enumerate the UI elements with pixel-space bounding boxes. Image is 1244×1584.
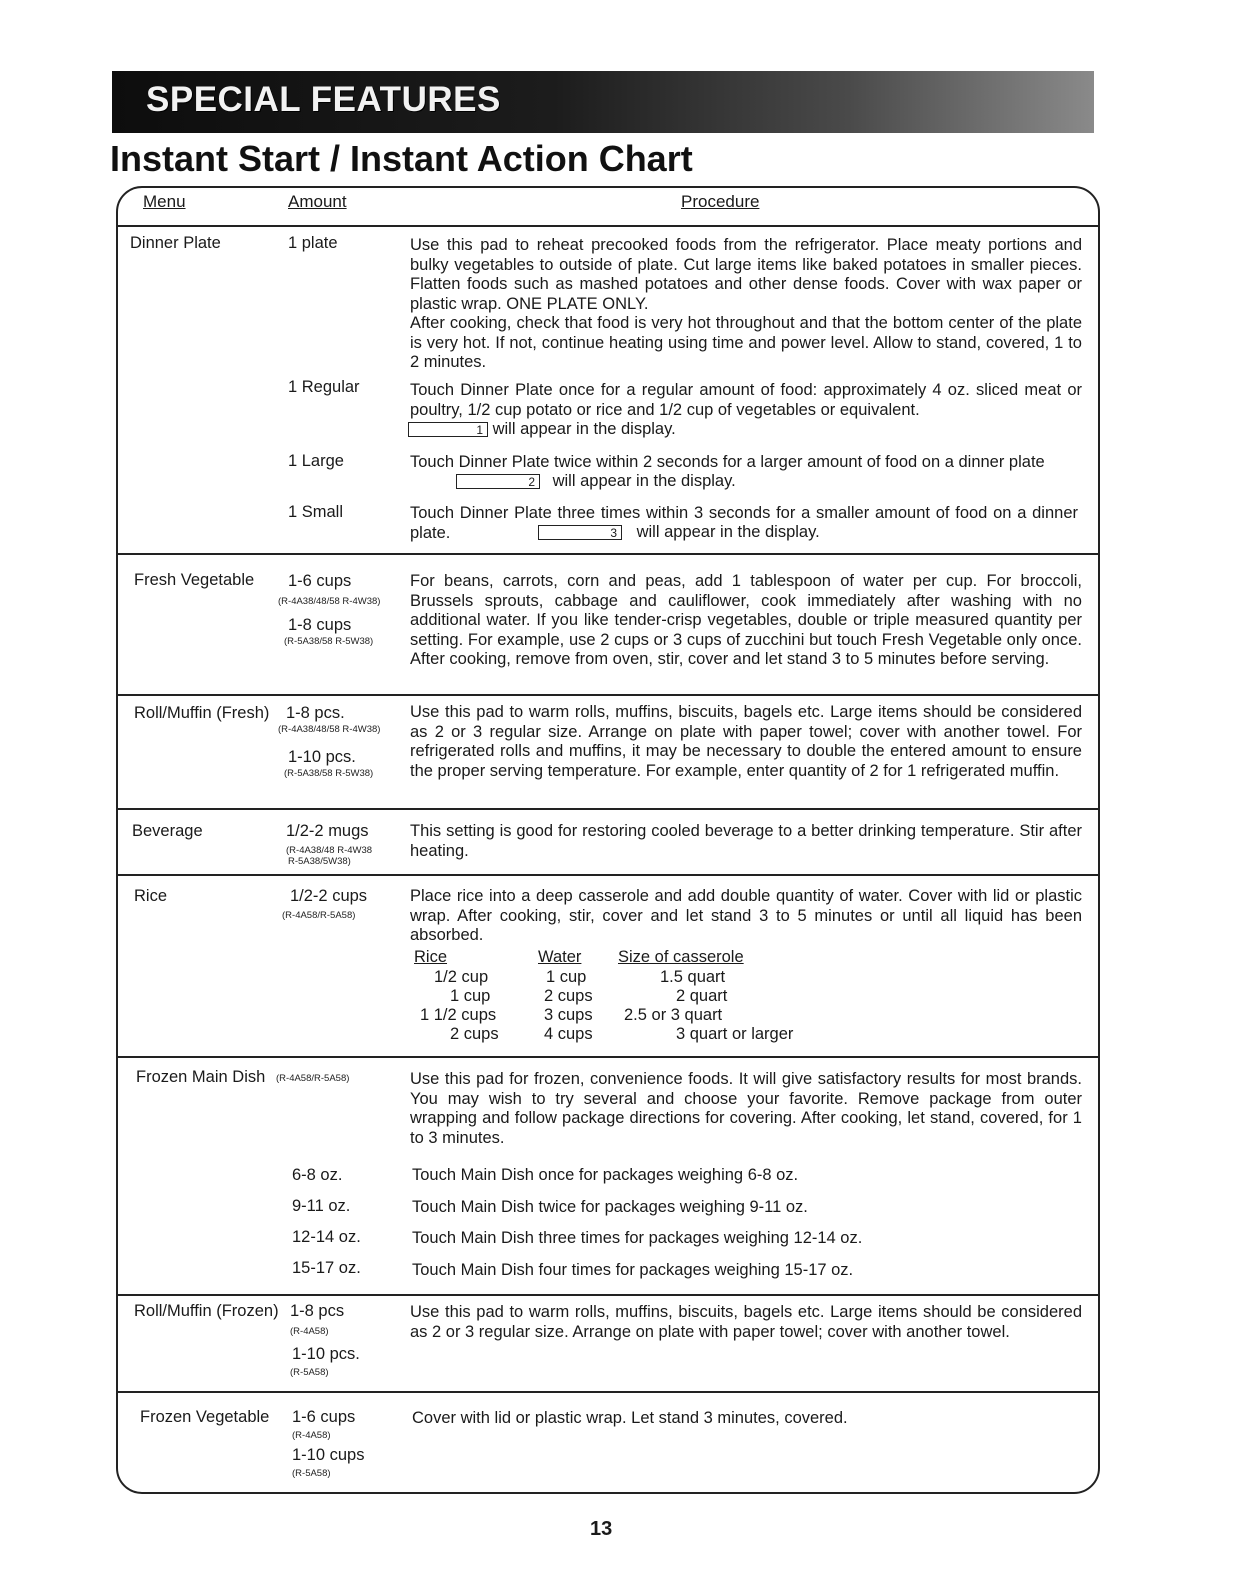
- menu-label: Beverage: [132, 822, 203, 840]
- row-divider: [116, 1294, 1100, 1296]
- table-cell: 2 quart: [676, 987, 728, 1005]
- model-note: (R-4A38/48/58 R-4W38): [278, 596, 381, 607]
- display-line: [538, 523, 820, 543]
- page-title: Instant Start / Instant Action Chart: [110, 138, 693, 179]
- menu-label: Roll/Muffin (Frozen): [134, 1302, 279, 1320]
- table-cell: 3 quart or larger: [676, 1025, 794, 1043]
- table-header: Water: [538, 948, 582, 966]
- procedure-text: Touch Dinner Plate three times within 3 seconds for a smaller amount of food on a dinner plate.: [410, 504, 1078, 542]
- model-note: (R-4A58): [292, 1430, 331, 1441]
- menu-label: Frozen Main Dish: [136, 1068, 266, 1086]
- display-text: will appear in the display.: [636, 523, 820, 541]
- amount-label: 1/2-2 mugs: [286, 822, 369, 840]
- model-note: (R-4A58/R-5A58): [276, 1073, 350, 1084]
- model-note: (R-5A58): [290, 1367, 329, 1378]
- amount-label: 12-14 oz.: [292, 1228, 361, 1246]
- table-cell: 1.5 quart: [660, 968, 726, 986]
- section-banner-title: SPECIAL FEATURES: [146, 80, 501, 119]
- procedure-text: Touch Main Dish four times for packages weighing 15-17 oz.: [412, 1261, 854, 1279]
- amount-label: 1-6 cups: [292, 1408, 356, 1426]
- row-divider: [116, 553, 1100, 555]
- model-note: (R-4A38/48/58 R-4W38): [278, 724, 381, 735]
- procedure-text: Use this pad to warm rolls, muffins, biscuits, bagels etc. Large items should be considered as 2 or 3 regular size. Arrange on plate with paper towel; cover with another towel. For refrigerated rolls and muffins, it may be necessary to double the entered amount to ensure the proper serving temperature. For example, enter quantity of 2 for 1 refrigerated muffin.: [410, 703, 1082, 780]
- procedure-text: Place rice into a deep casserole and add double quantity of water. Cover with lid or plastic wrap. After cooking, stir, cover and let stand 3 to 5 minutes or until all liquid has been absorbed.: [410, 887, 1082, 944]
- model-note: (R-5A38/58 R-5W38): [284, 636, 374, 647]
- amount-label: 1 Large: [288, 452, 344, 470]
- table-cell: 1/2 cup: [434, 968, 489, 986]
- table-cell: 1 1/2 cups: [420, 1006, 497, 1024]
- procedure-text: After cooking, check that food is very hot throughout and that the bottom center of the plate is very hot. If not, continue heating using time and power level. Allow to stand, covered, 1 to 2 minutes.: [410, 314, 1082, 371]
- menu-label: Fresh Vegetable: [134, 571, 255, 589]
- display-text: will appear in the display.: [492, 420, 676, 438]
- model-note: (R-5A38/58 R-5W38): [284, 768, 374, 779]
- column-header-amount: Amount: [288, 192, 347, 211]
- procedure-text: Use this pad to warm rolls, muffins, biscuits, bagels etc. Large items should be considered as 2 or 3 regular size. Arrange on plate with paper towel; cover with another towel.: [410, 1303, 1082, 1341]
- row-divider: [116, 874, 1100, 876]
- amount-label: 15-17 oz.: [292, 1259, 361, 1277]
- amount-label: 1/2-2 cups: [290, 887, 368, 905]
- table-header: Size of casserole: [618, 948, 744, 966]
- display-line: [456, 472, 736, 492]
- procedure-text: Touch Main Dish twice for packages weighing 9-11 oz.: [412, 1198, 808, 1216]
- amount-label: 1-8 pcs: [290, 1302, 345, 1320]
- display-box: 3: [538, 525, 622, 540]
- table-cell: 2.5 or 3 quart: [624, 1006, 723, 1024]
- table-cell: 2 cups: [450, 1025, 499, 1043]
- procedure-text: Touch Main Dish once for packages weighing 6-8 oz.: [412, 1166, 799, 1184]
- table-cell: 1 cup: [546, 968, 587, 986]
- row-divider: [116, 1391, 1100, 1393]
- row-divider: [116, 1056, 1100, 1058]
- amount-label: 1 plate: [288, 234, 338, 252]
- model-note: (R-5A58): [292, 1468, 331, 1479]
- display-box: 2: [456, 474, 540, 489]
- column-header-procedure: Procedure: [681, 192, 760, 211]
- table-cell: 3 cups: [544, 1006, 593, 1024]
- table-header: Rice: [414, 948, 448, 966]
- procedure-text: For beans, carrots, corn and peas, add 1 tablespoon of water per cup. For broccoli, Brussels sprouts, cabbage and cauliflower, cook immediately after washing with no additional water. If you like tender-crisp vegetables, double or triple measured quantity per setting. For example, use 2 cups or 3 cups of zucchini but touch Fresh Vegetable only once. After cooking, remove from oven, stir, cover and let stand 3 to 5 minutes before serving.: [410, 572, 1082, 668]
- procedure-text: Use this pad for frozen, convenience foods. It will give satisfactory results for most brands. You may wish to try several and choose your favorite. Remove package from outer wrapping and follow package directions for covering. After cooking, let stand, covered, for 1 to 3 minutes.: [410, 1070, 1082, 1147]
- model-note: R-5A38/5W38): [288, 856, 351, 867]
- amount-label: 1-8 cups: [288, 616, 352, 634]
- menu-label: Frozen Vegetable: [140, 1408, 270, 1426]
- model-note: (R-4A38/48 R-4W38: [286, 845, 373, 856]
- procedure-text: Touch Dinner Plate twice within 2 seconds for a larger amount of food on a dinner plate: [410, 453, 1045, 471]
- amount-label: 6-8 oz.: [292, 1166, 343, 1184]
- amount-label: 1-10 pcs.: [292, 1345, 360, 1363]
- table-cell: 4 cups: [544, 1025, 593, 1043]
- menu-label: Rice: [134, 887, 168, 905]
- amount-label: 1 Small: [288, 503, 344, 521]
- model-note: (R-4A58): [290, 1326, 329, 1337]
- procedure-text: This setting is good for restoring cooled beverage to a better drinking temperature. Stir after heating.: [410, 822, 1082, 860]
- menu-label: Dinner Plate: [130, 234, 221, 252]
- page-number: 13: [590, 1518, 613, 1540]
- display-line: [408, 420, 676, 440]
- model-note: (R-4A58/R-5A58): [282, 910, 356, 921]
- amount-label: 1 Regular: [288, 378, 360, 396]
- amount-label: 1-10 pcs.: [288, 748, 356, 766]
- amount-label: 1-8 pcs.: [286, 704, 345, 722]
- table-cell: 2 cups: [544, 987, 593, 1005]
- procedure-text: Cover with lid or plastic wrap. Let stand 3 minutes, covered.: [412, 1409, 848, 1427]
- amount-label: 1-6 cups: [288, 572, 352, 590]
- row-divider: [116, 694, 1100, 696]
- display-box: 1: [408, 422, 488, 437]
- header-divider: [116, 225, 1100, 227]
- display-text: will appear in the display.: [552, 472, 736, 490]
- row-divider: [116, 808, 1100, 810]
- amount-label: 9-11 oz.: [292, 1197, 351, 1215]
- menu-label: Roll/Muffin (Fresh): [134, 704, 270, 722]
- column-header-menu: Menu: [143, 192, 186, 211]
- amount-label: 1-10 cups: [292, 1446, 365, 1464]
- table-cell: 1 cup: [450, 987, 491, 1005]
- procedure-text: Use this pad to reheat precooked foods from the refrigerator. Place meaty portions and bulky vegetables to outside of plate. Cut large items like baked potatoes in smaller pieces. Flatten foods such as mashed potatoes and other dense foods. Cover with wax paper or plastic wrap. ONE PLATE ONLY.: [410, 236, 1082, 313]
- procedure-text: Touch Main Dish three times for packages weighing 12-14 oz.: [412, 1229, 863, 1247]
- procedure-text: Touch Dinner Plate once for a regular amount of food: approximately 4 oz. sliced meat or poultry, 1/2 cup potato or rice and 1/2 cup of vegetables or equivalent.: [410, 381, 1082, 419]
